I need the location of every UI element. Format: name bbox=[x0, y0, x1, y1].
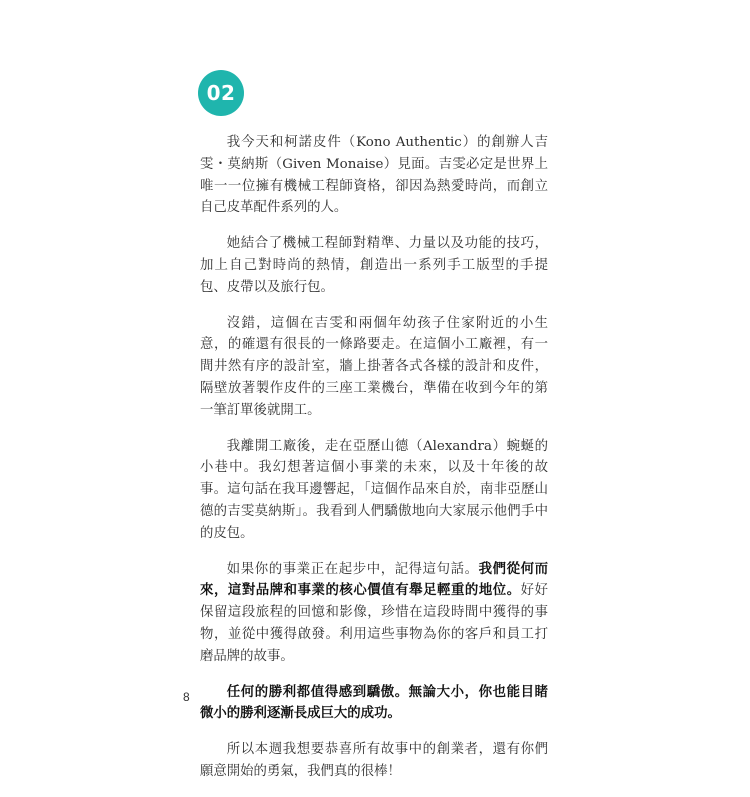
paragraph-5 bbox=[200, 559, 548, 668]
chapter-number: 02 bbox=[206, 81, 236, 105]
page-number: 8 bbox=[183, 690, 190, 704]
paragraph-4: 我離開工廠後，走在亞歷山德（Alexandra）蜿蜒的小巷中。我幻想著這個小事業的未來，以及十年後的故事。這句話在我耳邊響起，「這個作品來自於，南非亞歷山德的吉雯莫納斯」。我看到人們驕傲地向大家展示他們手中的皮包。 bbox=[200, 438, 548, 541]
paragraph-1: 我今天和柯諾皮件（Kono Authentic）的創辦人吉雯・莫納斯（Given Monaise）見面。吉雯必定是世界上唯一一位擁有機械工程師資格，卻因為熱愛時尚，而創立自己皮革配件系列的人。 bbox=[200, 135, 548, 216]
paragraph-3: 沒錯，這個在吉雯和兩個年幼孩子住家附近的小生意，的確還有很長的一條路要走。在這個小工廠裡，有一間井然有序的設計室，牆上掛著各式各樣的設計和皮件，隔壁放著製作皮件的三座工業機台，準備在收到今年的第一筆訂單後就開工。 bbox=[200, 315, 548, 418]
paragraph-7: 所以本週我想要恭喜所有故事中的創業者，還有你們願意開始的勇氣，我們真的很棒！ bbox=[200, 742, 548, 779]
chapter-number-badge bbox=[198, 70, 244, 116]
paragraph-2: 她結合了機械工程師對精準、力量以及功能的技巧，加上自己對時尚的熱情，創造出一系列手工版型的手提包、皮帶以及旅行包。 bbox=[200, 236, 548, 295]
paragraph-6-emphasis: 任何的勝利都值得感到驕傲。無論大小，你也能目睹微小的勝利逐漸長成巨大的成功。 bbox=[200, 684, 548, 722]
paragraph-5-emphasis: 我們從何而來，這對品牌和事業的核心價值有舉足輕重的地位。 bbox=[200, 561, 549, 599]
paragraph-5-intro: 如果你的事業正在起步中，記得這句話。 bbox=[226, 561, 479, 577]
paragraph-6 bbox=[200, 682, 548, 726]
paragraph-5-rest: 好好保留這段旅程的回憶和影像，珍惜在這段時間中獲得的事物，並從中獲得啟發。利用這些事物為你的客戶和員工打磨品牌的故事。 bbox=[200, 583, 549, 664]
body-text bbox=[200, 132, 548, 797]
